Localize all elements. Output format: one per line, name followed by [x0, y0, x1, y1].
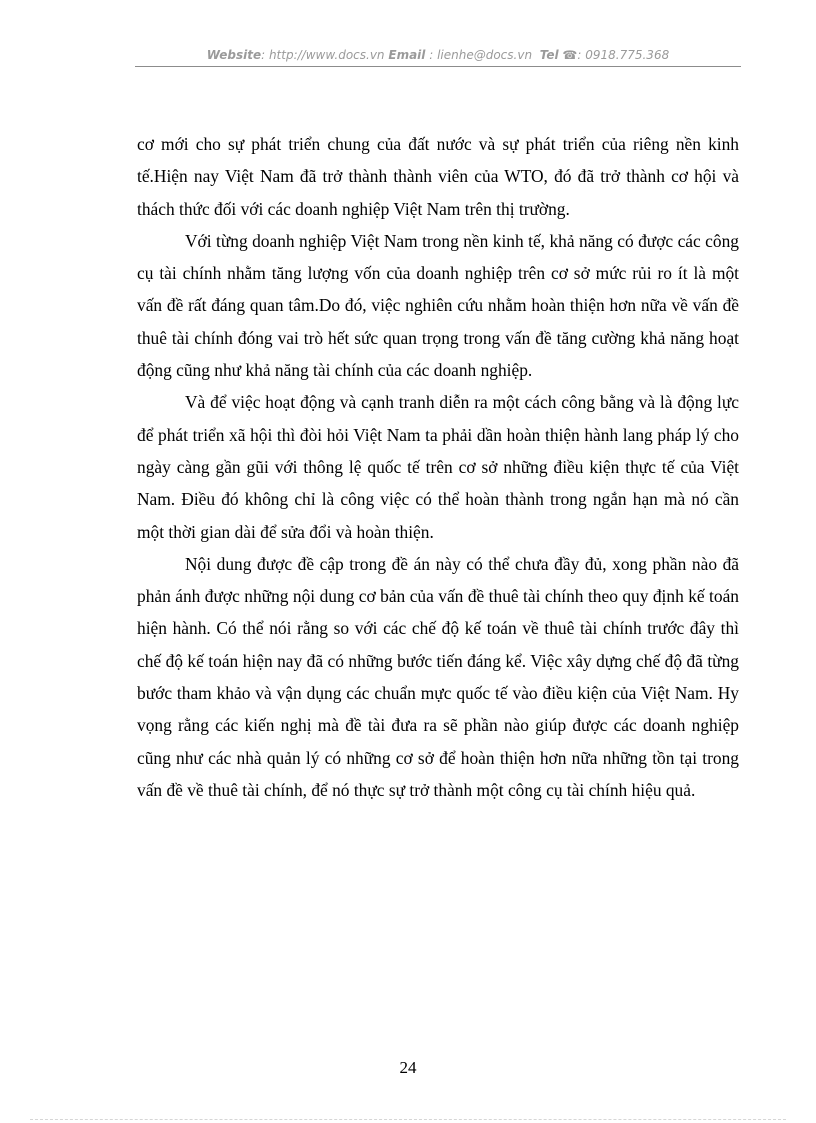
tel-label: Tel: [539, 48, 559, 62]
tel-value: : 0918.775.368: [577, 48, 670, 62]
paragraph-1: cơ mới cho sự phát triển chung của đất nước và sự phát triển của riêng nền kinh tế.Hiện nay Việt Nam đã trở thành thành viên của WTO, đó đã trở thành cơ hội và thách thức đối với các doanh nghiệp Việt Nam trên thị trường.: [137, 134, 739, 219]
website-label: Website: [206, 48, 262, 62]
page-number: 24: [399, 1058, 417, 1077]
document-body: [137, 128, 739, 806]
paragraph-3: Và để việc hoạt động và cạnh tranh diễn ra một cách công bằng và là động lực để phát triển xã hội thì đòi hỏi Việt Nam ta phải dần hoàn thiện hành lang pháp lý cho ngày càng gần gũi với thông lệ quốc tế trên cơ sở những điều kiện thực tế của Việt Nam. Điều đó không chỉ là công việc có thể hoàn thành trong ngắn hạn mà nó cần một thời gian dài để sửa đổi và hoàn thiện.: [137, 392, 739, 542]
header-divider: [135, 66, 741, 67]
email-value: : lienhe@docs.vn: [425, 48, 533, 62]
website-value: : http://www.docs.vn: [261, 48, 385, 62]
email-label: Email: [388, 48, 426, 62]
footer-divider: [30, 1119, 786, 1120]
paragraph-2: Với từng doanh nghiệp Việt Nam trong nền kinh tế, khả năng có được các công cụ tài chính nhằm tăng lượng vốn của doanh nghiệp trên cơ sở mức rủi ro ít là một vấn đề rất đáng quan tâm.Do đó, việc nghiên cứu nhằm hoàn thiện hơn nữa về vấn đề thuê tài chính đóng vai trò hết sức quan trọng trong vấn đề tăng cường khả năng hoạt động cũng như khả năng tài chính của các doanh nghiệp.: [137, 230, 739, 381]
phone-icon: ☎: [562, 48, 578, 62]
page-header: [135, 48, 741, 62]
paragraph-4: Nội dung được đề cập trong đề án này có thể chưa đầy đủ, xong phần nào đã phản ánh được những nội dung cơ bản của vấn đề thuê tài chính theo quy định kế toán hiện hành. Có thể nói rằng so với các chế độ kế toán về thuê tài chính trước đây thì chế độ kế toán hiện nay đã có những bước tiến đáng kể. Việc xây dựng chế độ đã từng bước tham khảo và vận dụng các chuẩn mực quốc tế vào điều kiện của Việt Nam. Hy vọng rằng các kiến nghị mà đề tài đưa ra sẽ phần nào giúp được các doanh nghiệp cũng như các nhà quản lý có những cơ sở để hoàn thiện hơn nữa những tồn tại trong vấn đề về thuê tài chính, để nó thực sự trở thành một công cụ tài chính hiệu quả.: [137, 553, 739, 800]
